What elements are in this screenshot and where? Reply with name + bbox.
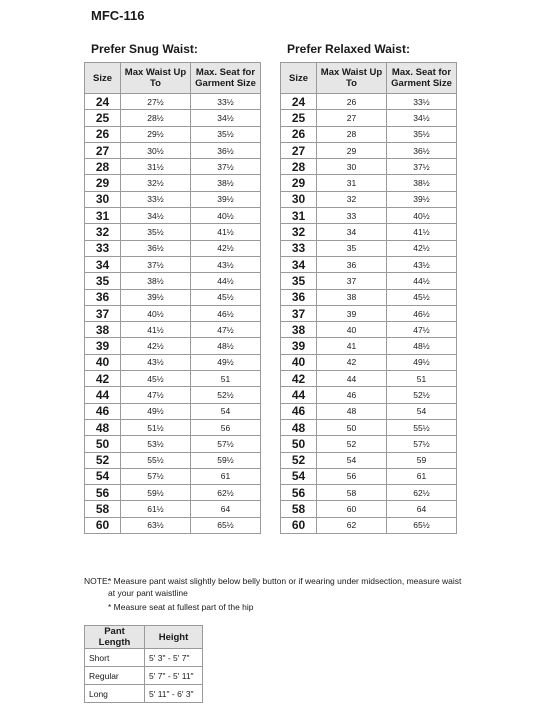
max-waist-cell: 37½ — [121, 256, 191, 272]
max-waist-cell: 41 — [317, 338, 387, 354]
table-row — [85, 649, 203, 667]
size-cell: 31 — [85, 208, 121, 224]
max-waist-cell: 50 — [317, 419, 387, 435]
table-row — [85, 289, 261, 305]
size-cell: 36 — [85, 289, 121, 305]
table-row — [85, 273, 261, 289]
size-cell: 46 — [85, 403, 121, 419]
size-cell: 29 — [281, 175, 317, 191]
max-waist-cell: 42½ — [121, 338, 191, 354]
size-cell: 36 — [281, 289, 317, 305]
max-waist-cell: 31 — [317, 175, 387, 191]
max-seat-cell: 61 — [191, 468, 261, 484]
max-seat-cell: 57½ — [387, 436, 457, 452]
size-cell: 29 — [85, 175, 121, 191]
size-cell: 34 — [281, 256, 317, 272]
max-seat-cell: 47½ — [191, 322, 261, 338]
height-cell: 5' 7" - 5' 11" — [145, 667, 203, 685]
header-max-waist: Max Waist Up To — [121, 63, 191, 94]
table-row — [281, 501, 457, 517]
max-waist-cell: 29½ — [121, 126, 191, 142]
header-max-seat: Max. Seat for Garment Size — [191, 63, 261, 94]
table-row — [85, 110, 261, 126]
size-cell: 39 — [281, 338, 317, 354]
size-cell: 56 — [85, 485, 121, 501]
size-cell: 44 — [281, 387, 317, 403]
measurement-notes — [84, 575, 464, 613]
table-row — [85, 517, 261, 533]
size-cell: 44 — [85, 387, 121, 403]
size-cell: 34 — [85, 256, 121, 272]
size-cell: 35 — [281, 273, 317, 289]
max-waist-cell: 31½ — [121, 159, 191, 175]
pant-length-table — [84, 625, 203, 703]
size-cell: 28 — [85, 159, 121, 175]
table-row — [281, 142, 457, 158]
height-cell: 5' 3" - 5' 7" — [145, 649, 203, 667]
table-row — [85, 175, 261, 191]
max-waist-cell: 46 — [317, 387, 387, 403]
table-row — [85, 322, 261, 338]
table-row — [85, 387, 261, 403]
max-waist-cell: 38½ — [121, 273, 191, 289]
table-row — [281, 240, 457, 256]
max-waist-cell: 59½ — [121, 485, 191, 501]
relaxed-waist-title: Prefer Relaxed Waist: — [287, 42, 410, 56]
max-waist-cell: 52 — [317, 436, 387, 452]
size-cell: 60 — [85, 517, 121, 533]
max-seat-cell: 65½ — [191, 517, 261, 533]
max-waist-cell: 61½ — [121, 501, 191, 517]
max-seat-cell: 43½ — [191, 256, 261, 272]
size-cell: 33 — [281, 240, 317, 256]
max-waist-cell: 28 — [317, 126, 387, 142]
size-cell: 32 — [281, 224, 317, 240]
header-size: Size — [281, 63, 317, 94]
size-cell: 31 — [281, 208, 317, 224]
size-cell: 39 — [85, 338, 121, 354]
size-cell: 50 — [281, 436, 317, 452]
size-cell: 58 — [281, 501, 317, 517]
max-waist-cell: 32½ — [121, 175, 191, 191]
max-seat-cell: 34½ — [191, 110, 261, 126]
max-waist-cell: 60 — [317, 501, 387, 517]
max-seat-cell: 39½ — [191, 191, 261, 207]
max-seat-cell: 55½ — [387, 419, 457, 435]
size-cell: 46 — [281, 403, 317, 419]
table-row — [281, 517, 457, 533]
table-row — [281, 289, 457, 305]
size-cell: 52 — [281, 452, 317, 468]
table-row — [85, 371, 261, 387]
max-seat-cell: 54 — [191, 403, 261, 419]
size-cell: 40 — [85, 354, 121, 370]
table-row — [281, 273, 457, 289]
max-waist-cell: 39½ — [121, 289, 191, 305]
max-seat-cell: 37½ — [387, 159, 457, 175]
height-cell: 5' 11" - 6' 3" — [145, 685, 203, 703]
max-waist-cell: 35 — [317, 240, 387, 256]
max-waist-cell: 45½ — [121, 371, 191, 387]
table-row — [85, 452, 261, 468]
table-row — [85, 667, 203, 685]
max-waist-cell: 33 — [317, 208, 387, 224]
size-cell: 38 — [281, 322, 317, 338]
max-waist-cell: 53½ — [121, 436, 191, 452]
header-pant-length: Pant Length — [85, 626, 145, 649]
size-cell: 56 — [281, 485, 317, 501]
table-row — [281, 322, 457, 338]
size-cell: 38 — [85, 322, 121, 338]
max-seat-cell: 35½ — [387, 126, 457, 142]
table-row — [85, 256, 261, 272]
table-row — [85, 142, 261, 158]
size-cell: 40 — [281, 354, 317, 370]
max-waist-cell: 48 — [317, 403, 387, 419]
note-waist: * Measure pant waist slightly below belly button or if wearing under midsection, measure waist at your pant waistline — [108, 576, 462, 598]
max-waist-cell: 62 — [317, 517, 387, 533]
table-row — [85, 338, 261, 354]
size-cell: 25 — [281, 110, 317, 126]
max-waist-cell: 40½ — [121, 305, 191, 321]
max-seat-cell: 43½ — [387, 256, 457, 272]
size-cell: 37 — [85, 305, 121, 321]
max-waist-cell: 32 — [317, 191, 387, 207]
table-row — [281, 208, 457, 224]
max-waist-cell: 55½ — [121, 452, 191, 468]
max-seat-cell: 34½ — [387, 110, 457, 126]
size-cell: 30 — [85, 191, 121, 207]
max-seat-cell: 54 — [387, 403, 457, 419]
document-title: MFC-116 — [91, 8, 145, 23]
max-seat-cell: 49½ — [191, 354, 261, 370]
table-row — [85, 208, 261, 224]
table-row — [85, 305, 261, 321]
max-seat-cell: 36½ — [387, 142, 457, 158]
max-waist-cell: 34 — [317, 224, 387, 240]
max-waist-cell: 36 — [317, 256, 387, 272]
size-cell: 54 — [281, 468, 317, 484]
max-seat-cell: 45½ — [191, 289, 261, 305]
table-row — [85, 485, 261, 501]
max-waist-cell: 30½ — [121, 142, 191, 158]
max-seat-cell: 42½ — [191, 240, 261, 256]
max-seat-cell: 38½ — [191, 175, 261, 191]
size-cell: 25 — [85, 110, 121, 126]
max-waist-cell: 34½ — [121, 208, 191, 224]
max-seat-cell: 48½ — [387, 338, 457, 354]
size-cell: 32 — [85, 224, 121, 240]
max-seat-cell: 51 — [191, 371, 261, 387]
table-row — [281, 436, 457, 452]
header-height: Height — [145, 626, 203, 649]
max-waist-cell: 41½ — [121, 322, 191, 338]
table-row — [281, 305, 457, 321]
table-row — [281, 354, 457, 370]
table-row — [281, 94, 457, 110]
max-waist-cell: 27 — [317, 110, 387, 126]
size-cell: 27 — [85, 142, 121, 158]
max-waist-cell: 29 — [317, 142, 387, 158]
max-seat-cell: 33½ — [191, 94, 261, 110]
max-seat-cell: 36½ — [191, 142, 261, 158]
size-cell: 52 — [85, 452, 121, 468]
max-waist-cell: 38 — [317, 289, 387, 305]
max-waist-cell: 54 — [317, 452, 387, 468]
table-row — [85, 419, 261, 435]
max-waist-cell: 43½ — [121, 354, 191, 370]
size-cell: 30 — [281, 191, 317, 207]
max-seat-cell: 42½ — [387, 240, 457, 256]
max-waist-cell: 28½ — [121, 110, 191, 126]
note-seat: * Measure seat at fullest part of the hip — [108, 602, 254, 612]
max-seat-cell: 33½ — [387, 94, 457, 110]
header-size: Size — [85, 63, 121, 94]
table-row — [281, 175, 457, 191]
table-row — [85, 126, 261, 142]
max-seat-cell: 47½ — [387, 322, 457, 338]
header-max-seat: Max. Seat for Garment Size — [387, 63, 457, 94]
max-seat-cell: 52½ — [191, 387, 261, 403]
table-row — [281, 126, 457, 142]
max-waist-cell: 49½ — [121, 403, 191, 419]
max-seat-cell: 62½ — [191, 485, 261, 501]
max-seat-cell: 59½ — [191, 452, 261, 468]
max-waist-cell: 36½ — [121, 240, 191, 256]
max-seat-cell: 65½ — [387, 517, 457, 533]
max-seat-cell: 44½ — [387, 273, 457, 289]
table-row — [85, 436, 261, 452]
table-row — [281, 191, 457, 207]
max-waist-cell: 40 — [317, 322, 387, 338]
max-waist-cell: 47½ — [121, 387, 191, 403]
table-row — [85, 501, 261, 517]
size-cell: 33 — [85, 240, 121, 256]
table-row — [281, 159, 457, 175]
table-row — [281, 419, 457, 435]
table-row — [85, 468, 261, 484]
table-row — [85, 685, 203, 703]
max-waist-cell: 26 — [317, 94, 387, 110]
max-seat-cell: 61 — [387, 468, 457, 484]
size-cell: 60 — [281, 517, 317, 533]
max-seat-cell: 40½ — [387, 208, 457, 224]
max-seat-cell: 41½ — [387, 224, 457, 240]
max-seat-cell: 40½ — [191, 208, 261, 224]
size-cell: 50 — [85, 436, 121, 452]
max-waist-cell: 33½ — [121, 191, 191, 207]
relaxed-waist-table — [280, 62, 457, 534]
max-waist-cell: 35½ — [121, 224, 191, 240]
max-waist-cell: 37 — [317, 273, 387, 289]
max-seat-cell: 45½ — [387, 289, 457, 305]
max-waist-cell: 56 — [317, 468, 387, 484]
max-waist-cell: 39 — [317, 305, 387, 321]
max-seat-cell: 49½ — [387, 354, 457, 370]
max-seat-cell: 35½ — [191, 126, 261, 142]
note-label: NOTE: — [84, 576, 110, 586]
table-row — [281, 403, 457, 419]
max-seat-cell: 41½ — [191, 224, 261, 240]
table-row — [85, 240, 261, 256]
max-seat-cell: 56 — [191, 419, 261, 435]
table-row — [281, 485, 457, 501]
max-seat-cell: 46½ — [191, 305, 261, 321]
header-max-waist: Max Waist Up To — [317, 63, 387, 94]
table-row — [281, 224, 457, 240]
size-cell: 28 — [281, 159, 317, 175]
size-cell: 42 — [281, 371, 317, 387]
snug-waist-title: Prefer Snug Waist: — [91, 42, 198, 56]
max-seat-cell: 51 — [387, 371, 457, 387]
max-seat-cell: 62½ — [387, 485, 457, 501]
table-row — [85, 94, 261, 110]
max-seat-cell: 52½ — [387, 387, 457, 403]
size-cell: 48 — [281, 419, 317, 435]
pant-length-cell: Regular — [85, 667, 145, 685]
size-cell: 24 — [281, 94, 317, 110]
max-waist-cell: 51½ — [121, 419, 191, 435]
max-seat-cell: 46½ — [387, 305, 457, 321]
size-cell: 26 — [85, 126, 121, 142]
table-row — [281, 256, 457, 272]
size-cell: 35 — [85, 273, 121, 289]
max-waist-cell: 58 — [317, 485, 387, 501]
max-waist-cell: 57½ — [121, 468, 191, 484]
max-seat-cell: 44½ — [191, 273, 261, 289]
max-waist-cell: 30 — [317, 159, 387, 175]
size-cell: 48 — [85, 419, 121, 435]
pant-length-cell: Long — [85, 685, 145, 703]
max-waist-cell: 63½ — [121, 517, 191, 533]
table-row — [281, 338, 457, 354]
pant-length-cell: Short — [85, 649, 145, 667]
max-seat-cell: 59 — [387, 452, 457, 468]
max-seat-cell: 48½ — [191, 338, 261, 354]
table-row — [85, 403, 261, 419]
table-row — [85, 159, 261, 175]
max-waist-cell: 27½ — [121, 94, 191, 110]
size-cell: 27 — [281, 142, 317, 158]
table-row — [281, 468, 457, 484]
max-seat-cell: 64 — [387, 501, 457, 517]
max-seat-cell: 64 — [191, 501, 261, 517]
table-row — [85, 191, 261, 207]
size-cell: 24 — [85, 94, 121, 110]
max-waist-cell: 42 — [317, 354, 387, 370]
size-cell: 37 — [281, 305, 317, 321]
table-row — [281, 387, 457, 403]
max-seat-cell: 37½ — [191, 159, 261, 175]
max-waist-cell: 44 — [317, 371, 387, 387]
table-row — [85, 224, 261, 240]
size-cell: 54 — [85, 468, 121, 484]
max-seat-cell: 38½ — [387, 175, 457, 191]
table-row — [281, 452, 457, 468]
max-seat-cell: 57½ — [191, 436, 261, 452]
max-seat-cell: 39½ — [387, 191, 457, 207]
table-row — [85, 354, 261, 370]
table-row — [281, 371, 457, 387]
size-cell: 42 — [85, 371, 121, 387]
size-cell: 26 — [281, 126, 317, 142]
snug-waist-table — [84, 62, 261, 534]
table-row — [281, 110, 457, 126]
size-cell: 58 — [85, 501, 121, 517]
